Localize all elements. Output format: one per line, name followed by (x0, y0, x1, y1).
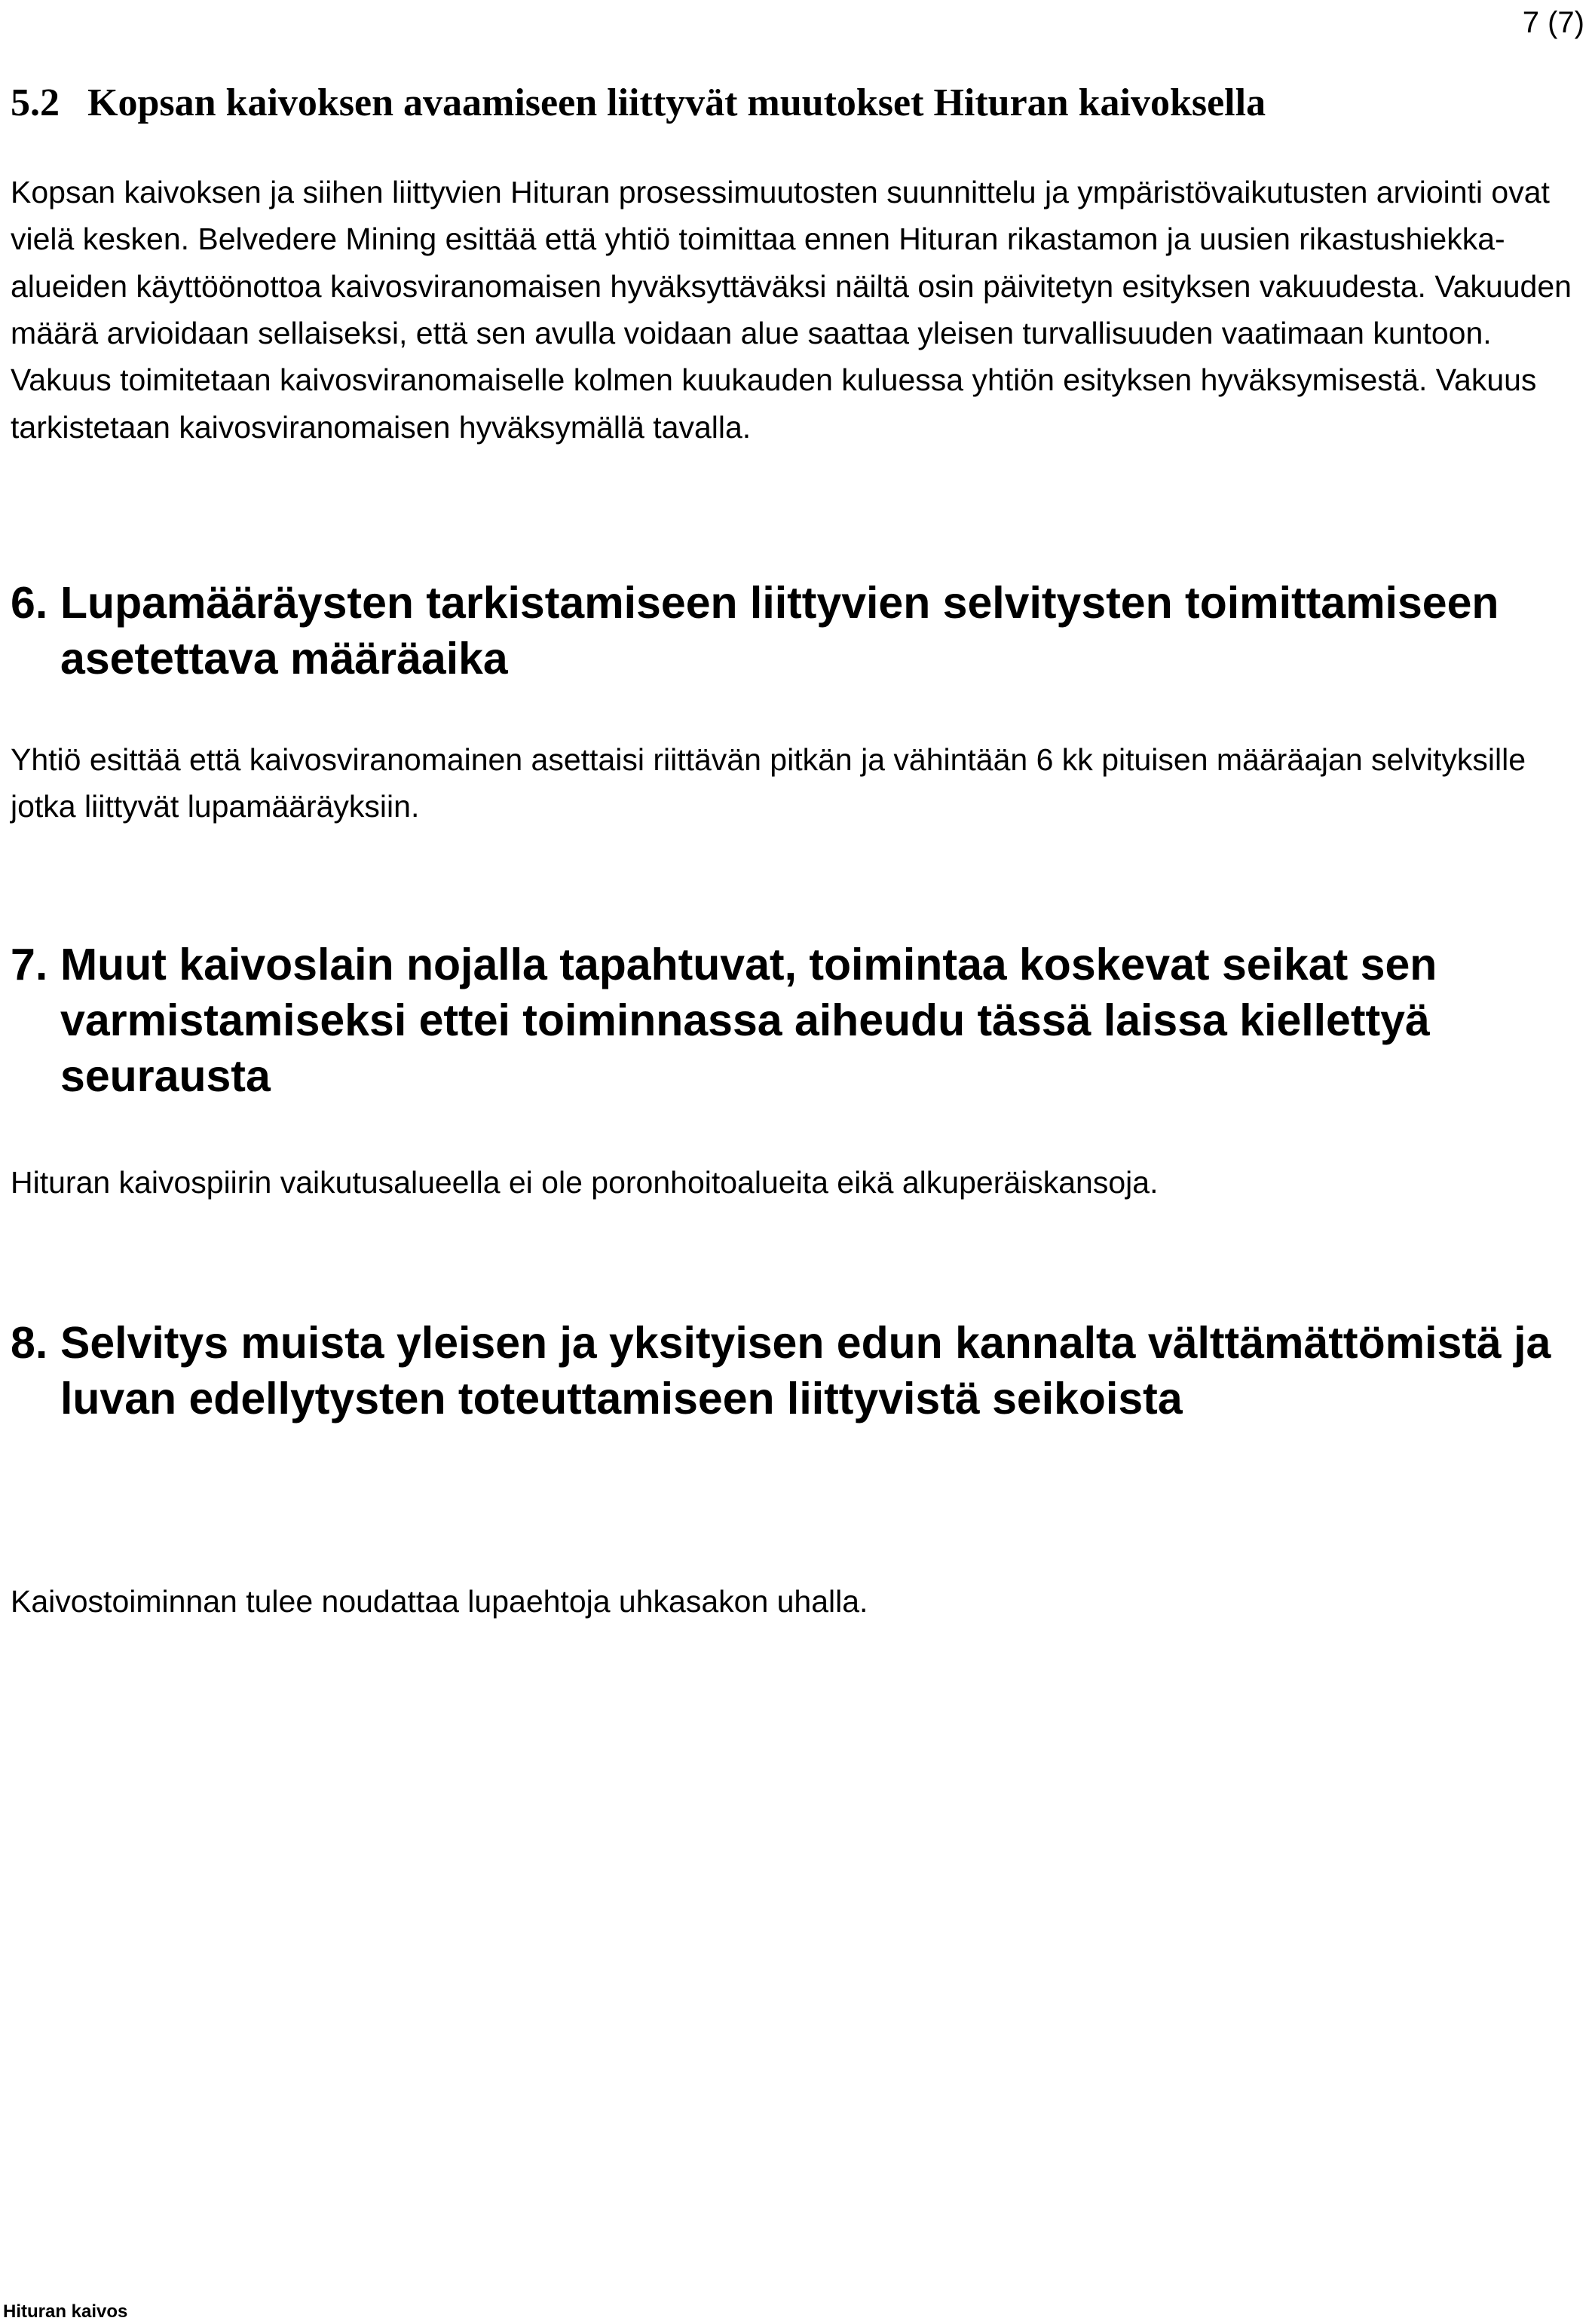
section-7-paragraph: Hituran kaivospiirin vaikutusalueella ei ole poronhoitoalueita eikä alkuperäiskansoja. (11, 1165, 1159, 1200)
section-6-heading (11, 576, 1592, 687)
page-number: 7 (7) (1522, 6, 1584, 39)
section-5-2-paragraph: Kopsan kaivoksen ja siihen liittyvien Hituran prosessimuutosten suunnittelu ja ympäristövaikutusten arviointi ovat vielä kesken. Belvedere Mining esittää että yhtiö toimittaa ennen Hituran rikastamon ja uusien rikastushiekka-alueiden käyttöönottoa kaivosviranomaisen hyväksyttäväksi näiltä osin päivitetyn esityksen vakuudesta. Vakuuden määrä arvioidaan sellaiseksi, että sen avulla voidaan alue saattaa yleisen turvallisuuden vaatimaan kuntoon. Vakuus toimitetaan kaivosviranomaiselle kolmen kuukauden kuluessa yhtiön esityksen hyväksymisestä. Vakuus tarkistetaan kaivosviranomaisen hyväksymällä tavalla. (11, 175, 1572, 445)
section-7-number: 7. (11, 940, 48, 989)
section-8-title: Selvitys muista yleisen ja yksityisen edun kannalta välttämättömistä ja luvan edellytysten toteuttamiseen liittyvistä seikoista (60, 1318, 1551, 1423)
section-6-number: 6. (11, 578, 48, 628)
section-8-paragraph: Kaivostoiminnan tulee noudattaa lupaehtoja uhkasakon uhalla. (11, 1584, 868, 1619)
section-7-title: Muut kaivoslain nojalla tapahtuvat, toimintaa koskevat seikat sen varmistamiseksi ettei toiminnassa aiheudu tässä laissa kiellettyä seurausta (60, 940, 1437, 1101)
section-5-2-number: 5.2 (11, 81, 60, 124)
footer-label: Hituran kaivos (3, 2301, 128, 2322)
section-6-title: Lupamääräysten tarkistamiseen liittyvien selvitysten toimittamiseen asetettava määräaika (60, 578, 1499, 683)
section-8-heading (11, 1316, 1592, 1427)
section-6-paragraph: Yhtiö esittää että kaivosviranomainen asettaisi riittävän pitkän ja vähintään 6 kk pituisen määräajan selvityksille jotka liittyvät lupamääräyksiin. (11, 742, 1526, 824)
section-5-2-heading (11, 80, 1266, 127)
section-8-number: 8. (11, 1318, 48, 1368)
section-7-heading (11, 937, 1592, 1104)
section-5-2-title: Kopsan kaivoksen avaamiseen liittyvät muutokset Hituran kaivoksella (87, 81, 1266, 124)
